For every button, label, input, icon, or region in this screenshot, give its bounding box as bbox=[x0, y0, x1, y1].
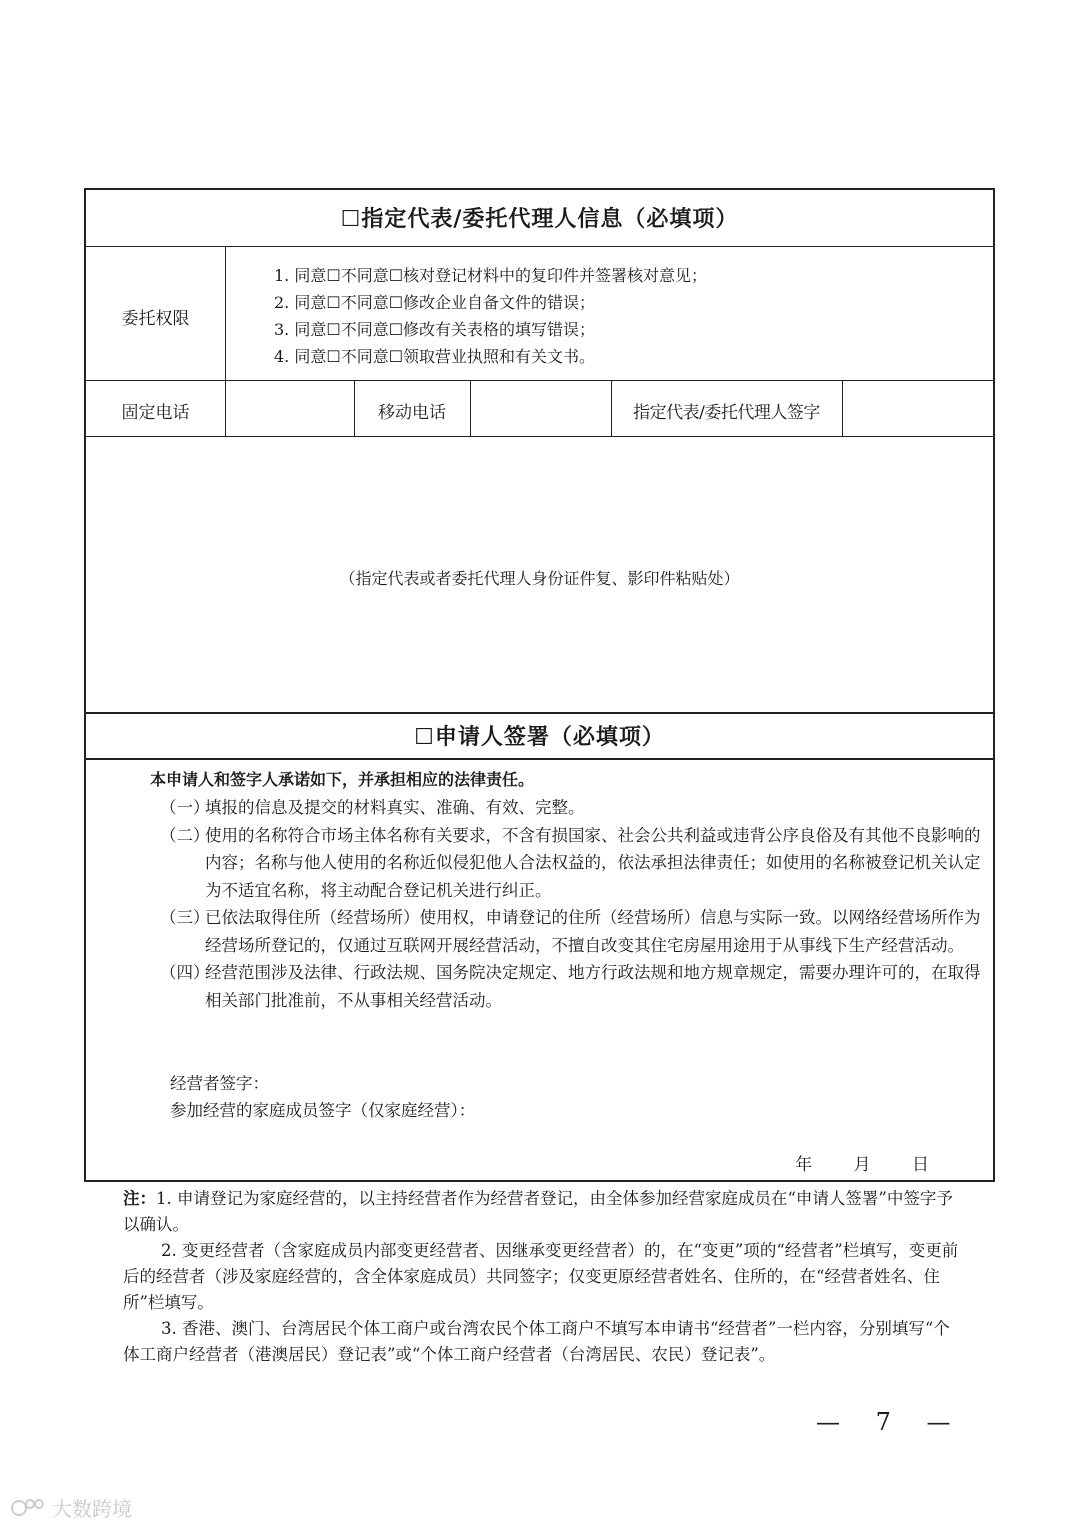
page-number: — 7 — bbox=[816, 1408, 965, 1436]
pledge-item: （一） 填报的信息及提交的材料真实、准确、有效、完整。 bbox=[160, 798, 585, 817]
divider bbox=[225, 246, 226, 436]
date-year: 年 bbox=[795, 1155, 813, 1175]
divider bbox=[842, 380, 843, 436]
divider bbox=[86, 380, 993, 381]
watermark bbox=[10, 1493, 132, 1522]
form-table bbox=[84, 188, 995, 1182]
pledge-item: （三） 已依法取得住所（经营场所）使用权，申请登记的住所（经营场所）信息与实际一致。以网络经营场所作为经营场所登记的，仅通过互联网开展经营活动，不擅自改变其住宅房屋用途用于从事线下生产经营活动。 bbox=[160, 908, 981, 955]
date-day: 日 bbox=[912, 1155, 929, 1175]
pledge-item: （四） 经营范围涉及法律、行政法规、国务院决定规定、地方行政法规和地方规章规定，需要办理许可的，在取得相关部门批准前，不从事相关经营活动。 bbox=[160, 963, 981, 1010]
divider bbox=[86, 758, 993, 760]
id-paste-note: （指定代表或者委托代理人身份证件复、影印件粘贴处） bbox=[339, 569, 740, 588]
auth-option: 4. 同意☐不同意☐领取营业执照和有关文书。 bbox=[274, 347, 596, 366]
landline-label: 固定电话 bbox=[121, 403, 190, 423]
watermark-text: 大数跨境 bbox=[52, 1497, 132, 1521]
operator-signature-label: 经营者签字： bbox=[170, 1074, 269, 1093]
section-title-applicant-signature: ☐申请人签署（必填项） bbox=[414, 725, 665, 750]
auth-option: 2. 同意☐不同意☐修改企业自备文件的错误； bbox=[274, 293, 596, 312]
auth-label: 委托权限 bbox=[121, 309, 190, 329]
date-month: 月 bbox=[853, 1155, 871, 1175]
family-signature-label: 参加经营的家庭成员签字（仅家庭经营）： bbox=[170, 1101, 476, 1120]
auth-option: 3. 同意☐不同意☐修改有关表格的填写错误； bbox=[274, 320, 596, 339]
pledge-item: （二） 使用的名称符合市场主体名称有关要求，不含有损国家、社会公共利益或违背公序良俗及有其他不良影响的内容；名称与他人使用的名称近似侵犯他人合法权益的，依法承担法律责任；如使用的名称被登记机关认定为不适宜名称，将主动配合登记机关进行纠正。 bbox=[160, 825, 981, 900]
note-3: 3. 香港、澳门、台湾居民个体工商户或台湾农民个体工商户不填写本申请书“经营者”一栏内容，分别填写“个体工商户经营者（港澳居民）登记表”或“个体工商户经营者（台湾居民、农民）登记表”。 bbox=[123, 1319, 950, 1364]
note-1: 注：1. 申请登记为家庭经营的，以主持经营者作为经营者登记，由全体参加经营家庭成员在“申请人签署”中签字予以确认。 bbox=[123, 1189, 953, 1234]
watermark-logo-icon bbox=[10, 1496, 46, 1520]
divider bbox=[470, 380, 471, 436]
section-title-agent-info: ☐指定代表/委托代理人信息（必填项） bbox=[340, 207, 739, 232]
note-2: 2. 变更经营者（含家庭成员内部变更经营者、因继承变更经营者）的，在“变更”项的“经营者”栏填写，变更前后的经营者（涉及家庭经营的，含全体家庭成员）共同签字；仅变更原经营者姓名、住所的，在“经营者姓名、住所”栏填写。 bbox=[123, 1241, 959, 1312]
mobile-label: 移动电话 bbox=[378, 403, 446, 423]
signature-label: 指定代表/委托代理人签字 bbox=[633, 403, 820, 423]
pledge-block bbox=[150, 766, 990, 1014]
notes-block bbox=[123, 1186, 965, 1368]
divider bbox=[86, 436, 993, 437]
divider bbox=[86, 712, 993, 714]
auth-options-list bbox=[274, 262, 707, 370]
auth-option: 1. 同意☐不同意☐核对登记材料中的复印件并签署核对意见； bbox=[274, 266, 708, 285]
pledge-head: 本申请人和签字人承诺如下，并承担相应的法律责任。 bbox=[150, 770, 535, 789]
signature-date bbox=[759, 1150, 929, 1175]
divider bbox=[86, 246, 993, 247]
